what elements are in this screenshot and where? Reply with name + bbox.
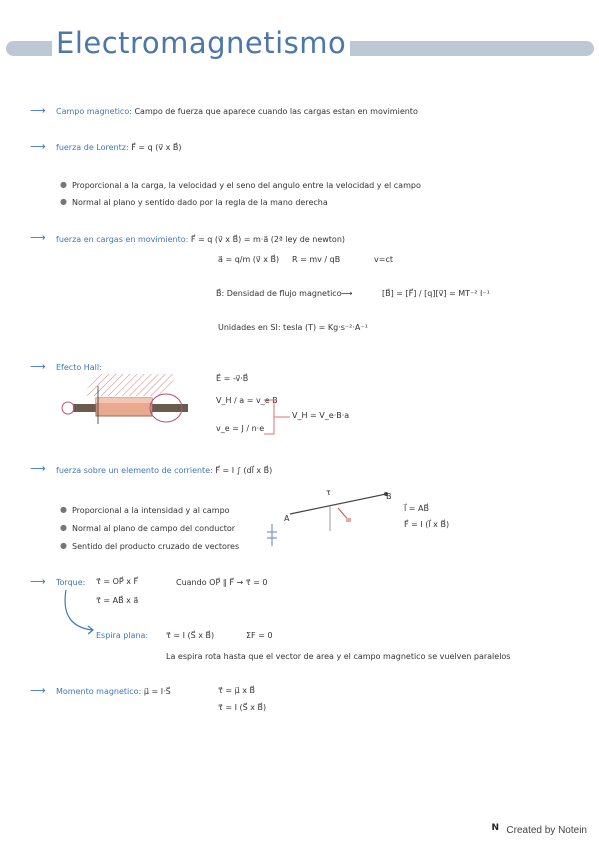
corriente-f1: l⃗ = AB⃗ bbox=[404, 504, 429, 513]
espira-label: Espira plana: bbox=[96, 631, 149, 640]
footer-credit: Created by Notein bbox=[506, 825, 587, 836]
hall-f4: V_H = V_e·B·a bbox=[292, 411, 350, 420]
lorentz-line bbox=[56, 143, 181, 152]
torque-f1: τ⃗ = OP⃗ x F⃗ bbox=[96, 577, 139, 586]
hall-effect-diagram bbox=[58, 368, 188, 440]
current-loop-left bbox=[62, 402, 74, 414]
lorentz-bullet-2: Normal al plano y sentido dado por la regla de la mano derecha bbox=[72, 198, 328, 207]
cargas-units-si: Unidades en SI: tesla (T) = Kg·s⁻²·A⁻¹ bbox=[218, 323, 368, 332]
arrow-right-icon: ⟶ bbox=[341, 289, 353, 298]
page-title: Electromagnetismo bbox=[52, 26, 350, 60]
espira-sum: ΣF = 0 bbox=[246, 631, 273, 640]
lorentz-label: fuerza de Lorentz: bbox=[56, 143, 129, 152]
espira-text: La espira rota hasta que el vector de area y el campo magnetico se vuelven paralelos bbox=[166, 652, 511, 661]
espira-formula: τ⃗ = I (S⃗ x B⃗) bbox=[166, 631, 215, 640]
hall-f1: E⃗ = -v⃗·B⃗ bbox=[216, 374, 249, 383]
torque-curved-arrow bbox=[58, 588, 98, 638]
corriente-label: fuerza sobre un elemento de corriente: bbox=[56, 466, 213, 475]
momento-f2: τ⃗ = I (S⃗ x B⃗) bbox=[218, 703, 267, 712]
cargas-label: fuerza en cargas en movimiento: bbox=[56, 235, 189, 244]
bullet-dot-icon: ● bbox=[60, 197, 67, 206]
cargas-b-def: B⃗: Densidad de flujo magnetico bbox=[216, 289, 342, 298]
cargas-formula-4: v=ct bbox=[374, 255, 393, 264]
corriente-formula: F⃗ = I ∫ (dl⃗ x B⃗) bbox=[215, 466, 273, 475]
torque-arrow-head bbox=[346, 518, 351, 522]
momento-f1: τ⃗ = μ⃗ x B⃗ bbox=[218, 686, 256, 695]
corriente-f2: F⃗ = I (l⃗ x B⃗) bbox=[404, 520, 450, 529]
diagram-a-label: A bbox=[284, 514, 290, 523]
corriente-line bbox=[56, 466, 272, 475]
bullet-arrow-icon: ⟶ bbox=[30, 360, 46, 373]
cargas-line bbox=[56, 235, 345, 244]
bullet-arrow-icon: ⟶ bbox=[30, 462, 46, 475]
torque-f2: τ⃗ = AB⃗ x a⃗ bbox=[96, 596, 139, 605]
bullet-arrow-icon: ⟶ bbox=[30, 231, 46, 244]
cargas-b-units: [B⃗] = [F⃗] / [q][v⃗] = MT⁻² I⁻¹ bbox=[382, 289, 490, 298]
bullet-arrow-icon: ⟶ bbox=[30, 104, 46, 117]
campo-label: Campo magnetico: bbox=[56, 107, 132, 116]
cargas-formula-2: a⃗ = q/m (v⃗ x B⃗) bbox=[218, 255, 280, 264]
bullet-dot-icon: ● bbox=[60, 505, 67, 514]
segment-ab bbox=[290, 494, 386, 514]
notein-logo-icon: N bbox=[491, 823, 499, 833]
cargas-note: (2ª ley de newton) bbox=[270, 235, 346, 244]
bullet-dot-icon: ● bbox=[60, 541, 67, 550]
lorentz-formula: F⃗ = q (v⃗ x B⃗) bbox=[131, 143, 182, 152]
corriente-bullet-3: Sentido del producto cruzado de vectores bbox=[72, 542, 240, 551]
hall-f2: V_H / a = v_e·B bbox=[216, 396, 278, 405]
bullet-arrow-icon: ⟶ bbox=[30, 684, 46, 697]
campo-line bbox=[56, 107, 418, 116]
torque-label: Torque: bbox=[56, 578, 86, 587]
bullet-arrow-icon: ⟶ bbox=[30, 140, 46, 153]
hall-f3: v_e = J / n·e bbox=[216, 424, 265, 433]
momento-formula: μ⃗ = I·S⃗ bbox=[143, 687, 171, 696]
momento-label: Momento magnetico: bbox=[56, 687, 142, 696]
torque-cond: Cuando OP⃗ ∥ F⃗ → τ⃗ = 0 bbox=[176, 578, 268, 587]
lorentz-bullet-1: Proporcional a la carga, la velocidad y el seno del angulo entre la velocidad y el campo bbox=[72, 181, 421, 190]
magnetic-field-region bbox=[82, 374, 178, 396]
cargas-formula: F⃗ = q (v⃗ x B⃗) = m·a⃗ bbox=[190, 235, 269, 244]
hall-label: Efecto Hall: bbox=[56, 363, 102, 372]
diagram-tau-label: τ bbox=[326, 488, 331, 497]
hall-bracket bbox=[262, 398, 292, 436]
campo-text: Campo de fuerza que aparece cuando las cargas estan en movimiento bbox=[134, 107, 418, 116]
cargas-formula-3: R = mv / qB bbox=[292, 255, 341, 264]
corriente-bullet-1: Proporcional a la intensidad y al campo bbox=[72, 506, 230, 515]
slab-top bbox=[96, 398, 152, 403]
corriente-bullet-2: Normal al plano de campo del conductor bbox=[72, 524, 236, 533]
diagram-b-label: B bbox=[386, 492, 392, 501]
bullet-dot-icon: ● bbox=[60, 180, 67, 189]
bullet-arrow-icon: ⟶ bbox=[30, 575, 46, 588]
bullet-dot-icon: ● bbox=[60, 523, 67, 532]
momento-line bbox=[56, 687, 171, 696]
